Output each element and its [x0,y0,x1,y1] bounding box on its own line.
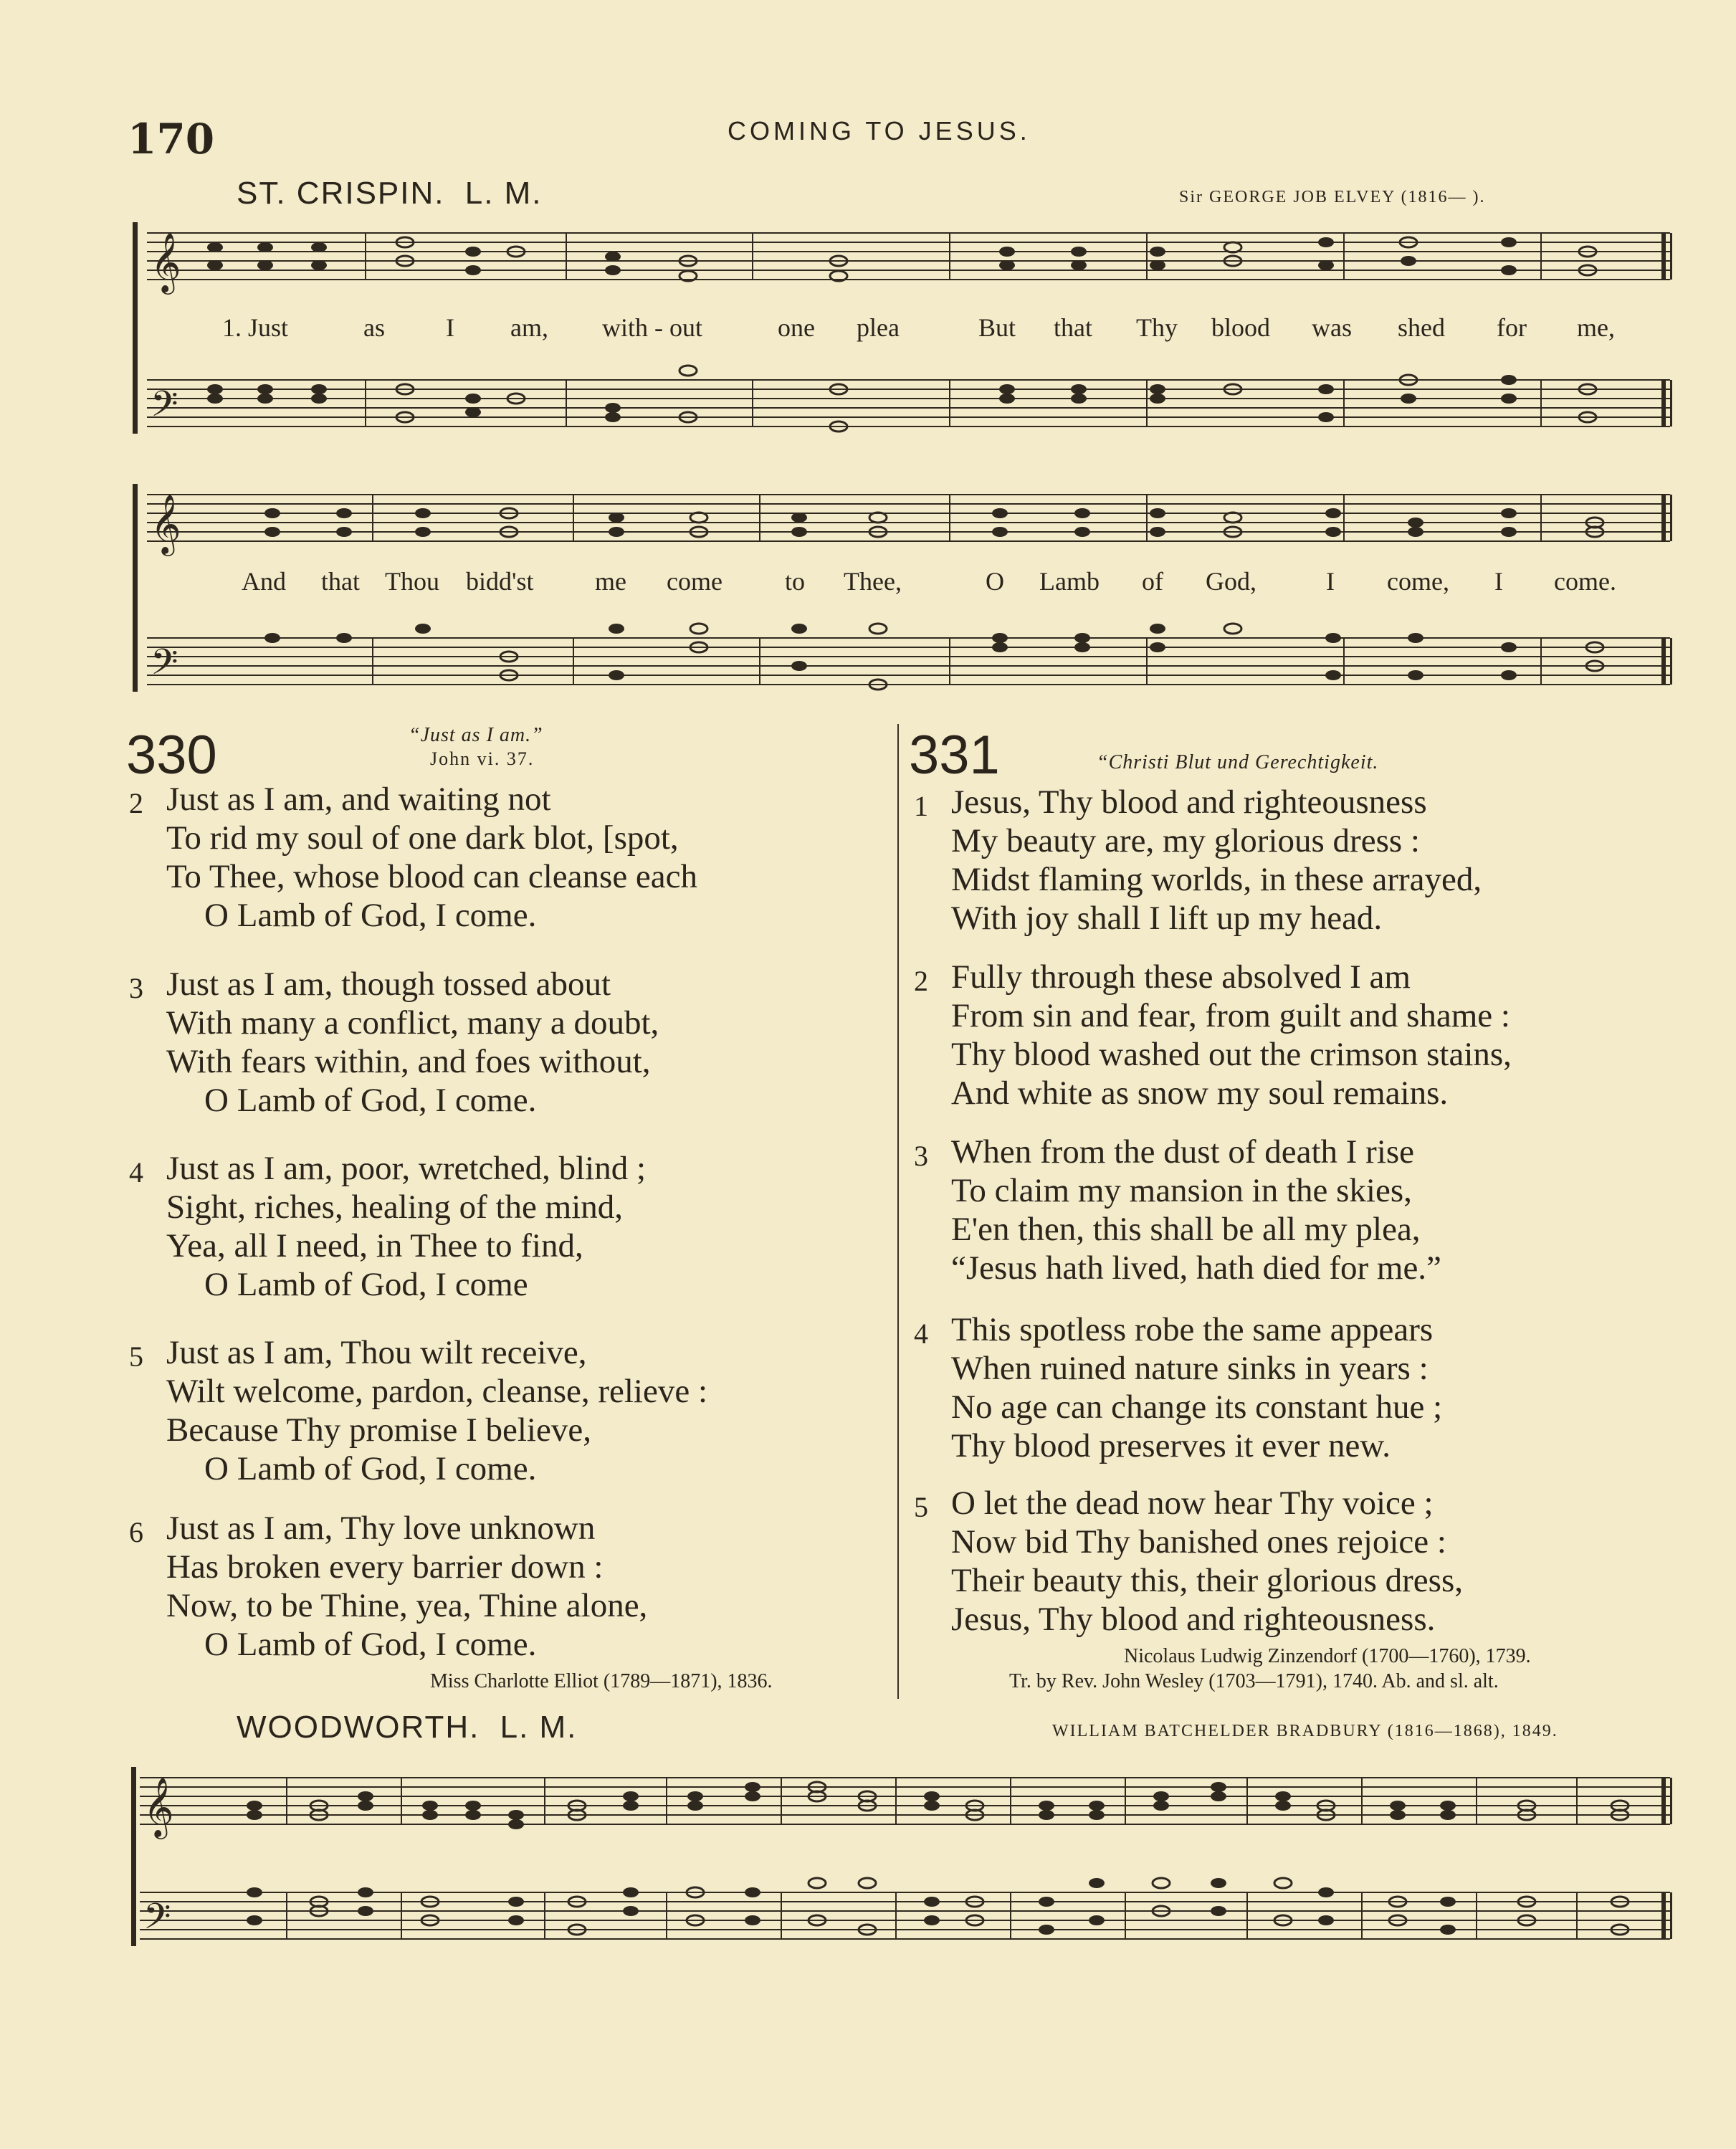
stanza-line: And white as snow my soul remains. [951,1074,1449,1112]
lyric-syllable: one [778,313,815,342]
lyric-syllable: But [978,313,1016,342]
hymn-number: 330 [126,725,217,786]
author-credit: Nicolaus Ludwig Zinzendorf (1700—1760), 1739. [1124,1645,1531,1667]
stanza-line: Has broken every barrier down : [166,1548,604,1586]
stanza-line: Wilt welcome, pardon, cleanse, relieve : [166,1373,708,1410]
lyric-syllable: God, [1206,567,1256,596]
treble-clef-icon: 𝄞 [143,1776,174,1836]
stanza [129,1333,889,1488]
stanza-line: Jesus, Thy blood and righteousness [951,783,1427,821]
lyric-syllable: Lamb [1039,567,1100,596]
stanza-line: Thy blood washed out the crimson stains, [951,1036,1512,1073]
stanza-line: O Lamb of God, I come [204,1266,528,1303]
stanza-line: O Lamb of God, I come. [204,1082,537,1119]
lyric-syllable: of [1142,567,1163,596]
stanza [914,1484,1688,1639]
lyric-syllable: come [667,567,722,596]
stanza [914,1310,1688,1465]
stanza-line: E'en then, this shall be all my plea, [951,1211,1421,1248]
stanza [914,783,1688,938]
stanza [129,965,889,1120]
lyric-syllable: I [1494,567,1503,596]
tune-name: WOODWORTH. [237,1710,480,1745]
bass-clef-icon: 𝄢 [151,383,178,434]
stanza-line: When from the dust of death I rise [951,1133,1415,1171]
stanza-line: Just as I am, though tossed about [166,966,611,1003]
translator-credit: Tr. by Rev. John Wesley (1703—1791), 1740. Ab. and sl. alt. [1009,1670,1499,1692]
music-score-woodworth [0,1749,1736,1986]
music-score-st-crispin [0,0,1736,717]
page-number: 170 [128,115,215,163]
stanza [914,958,1688,1112]
stanza-line: With many a conflict, many a doubt, [166,1004,659,1042]
stanza-line: Just as I am, Thou wilt receive, [166,1334,587,1371]
stanza-line: My beauty are, my glorious dress : [951,822,1420,859]
lyric-syllable: was [1312,313,1352,342]
lyric-syllable: me [595,567,626,596]
treble-clef-icon: 𝄞 [151,493,181,553]
stanza-line: With joy shall I lift up my head. [951,900,1383,937]
treble-clef-icon: 𝄞 [151,232,181,292]
scripture-reference: John vi. 37. [430,748,535,769]
stanza-line: With fears within, and foes without, [166,1043,651,1080]
stanza-line: This spotless robe the same appears [951,1311,1434,1348]
stanza-line: Midst flaming worlds, in these arrayed, [951,861,1482,898]
stanza-number: 5 [129,1340,143,1373]
stanza-line: From sin and fear, from guilt and shame : [951,997,1510,1034]
hymn-reference: “Just as I am.” [409,724,543,746]
lyric-syllable: bidd'st [466,567,534,596]
lyric-syllable: that [321,567,360,596]
lyric-syllable: And [242,567,286,596]
stanza-line: Fully through these absolved I am [951,958,1411,996]
stanza-number: 4 [129,1156,143,1188]
stanza-line: O Lamb of God, I come. [204,897,537,934]
stanza [129,1149,889,1304]
column-divider [897,724,899,1699]
hymn-reference: “Christi Blut und Gerechtigkeit. [1097,751,1379,773]
stanza-number: 6 [129,1516,143,1548]
lyric-syllable: come, [1387,567,1449,596]
stanza-number: 3 [914,1140,928,1172]
lyric-syllable: 1. Just [222,313,289,342]
stanza-line: Now, to be Thine, yea, Thine alone, [166,1587,648,1624]
stanza-line: To claim my mansion in the skies, [951,1172,1412,1209]
lyric-syllable: to [785,567,806,596]
lyric-syllable: O [986,567,1004,596]
stanza-line: Because Thy promise I believe, [166,1411,591,1449]
author-credit: Miss Charlotte Elliot (1789—1871), 1836. [430,1670,773,1692]
lyric-syllable: plea [857,313,900,342]
tune-meter: L. M. [500,1710,578,1745]
stanza-line: Just as I am, poor, wretched, blind ; [166,1150,647,1187]
stanza-number: 2 [129,787,143,819]
lyric-syllable: come. [1554,567,1616,596]
stanza-line: Now bid Thy banished ones rejoice : [951,1523,1446,1560]
stanza-number: 2 [914,965,928,997]
stanza-number: 5 [914,1491,928,1523]
lyric-syllable: I [1326,567,1335,596]
lyric-syllable: am, [510,313,548,342]
stanza-line: O Lamb of God, I come. [204,1626,537,1663]
lyric-syllable: Thou [385,567,439,596]
bass-clef-icon: 𝄢 [151,642,178,692]
tune-composer: Sir GEORGE JOB ELVEY (1816— ). [1179,188,1486,206]
lyric-syllable: with - out [602,313,702,342]
stanza-line: Jesus, Thy blood and righteousness. [951,1601,1436,1638]
stanza [129,780,889,935]
stanza [914,1133,1688,1287]
lyric-line-1 [0,313,1736,348]
stanza-line: Their beauty this, their glorious dress, [951,1562,1463,1599]
lyric-syllable: Thy [1136,313,1178,342]
lyric-syllable: for [1497,313,1527,342]
tune-title-woodworth [237,1710,577,1745]
hymn-number: 331 [909,725,1000,786]
stanza-line: O let the dead now hear Thy voice ; [951,1485,1434,1522]
stanza-line: Just as I am, Thy love unknown [166,1510,596,1547]
lyric-line-2 [0,566,1736,602]
stanza-line: “Jesus hath lived, hath died for me.” [951,1249,1441,1287]
running-head: COMING TO JESUS. [728,116,1031,146]
lyric-syllable: I [446,313,454,342]
stanza-number: 1 [914,790,928,822]
stanza-number: 4 [914,1317,928,1350]
stanza-line: Thy blood preserves it ever new. [951,1427,1391,1464]
stanza-line: No age can change its constant hue ; [951,1388,1443,1426]
stanza-number: 3 [129,972,143,1004]
stanza-line: Yea, all I need, in Thee to find, [166,1227,583,1264]
stanza-line: To Thee, whose blood can cleanse each [166,858,698,895]
tune-meter: L. M. [464,176,543,211]
stanza-line: O Lamb of God, I come. [204,1450,537,1487]
lyric-syllable: Thee, [844,567,902,596]
tune-name: ST. CRISPIN. [237,176,445,211]
lyric-syllable: shed [1398,313,1445,342]
bass-clef-icon: 𝄢 [143,1896,171,1946]
lyric-syllable: me, [1577,313,1615,342]
lyric-syllable: blood [1211,313,1271,342]
lyric-syllable: as [363,313,385,342]
lyric-syllable: that [1054,313,1092,342]
stanza-line: Sight, riches, healing of the mind, [166,1188,624,1226]
stanza-line: When ruined nature sinks in years : [951,1350,1429,1387]
stanza-line: Just as I am, and waiting not [166,781,551,818]
stanza-line: To rid my soul of one dark blot, [spot, [166,819,679,857]
stanza [129,1509,889,1664]
tune-composer: WILLIAM BATCHELDER BRADBURY (1816—1868), 1849. [1052,1722,1558,1740]
